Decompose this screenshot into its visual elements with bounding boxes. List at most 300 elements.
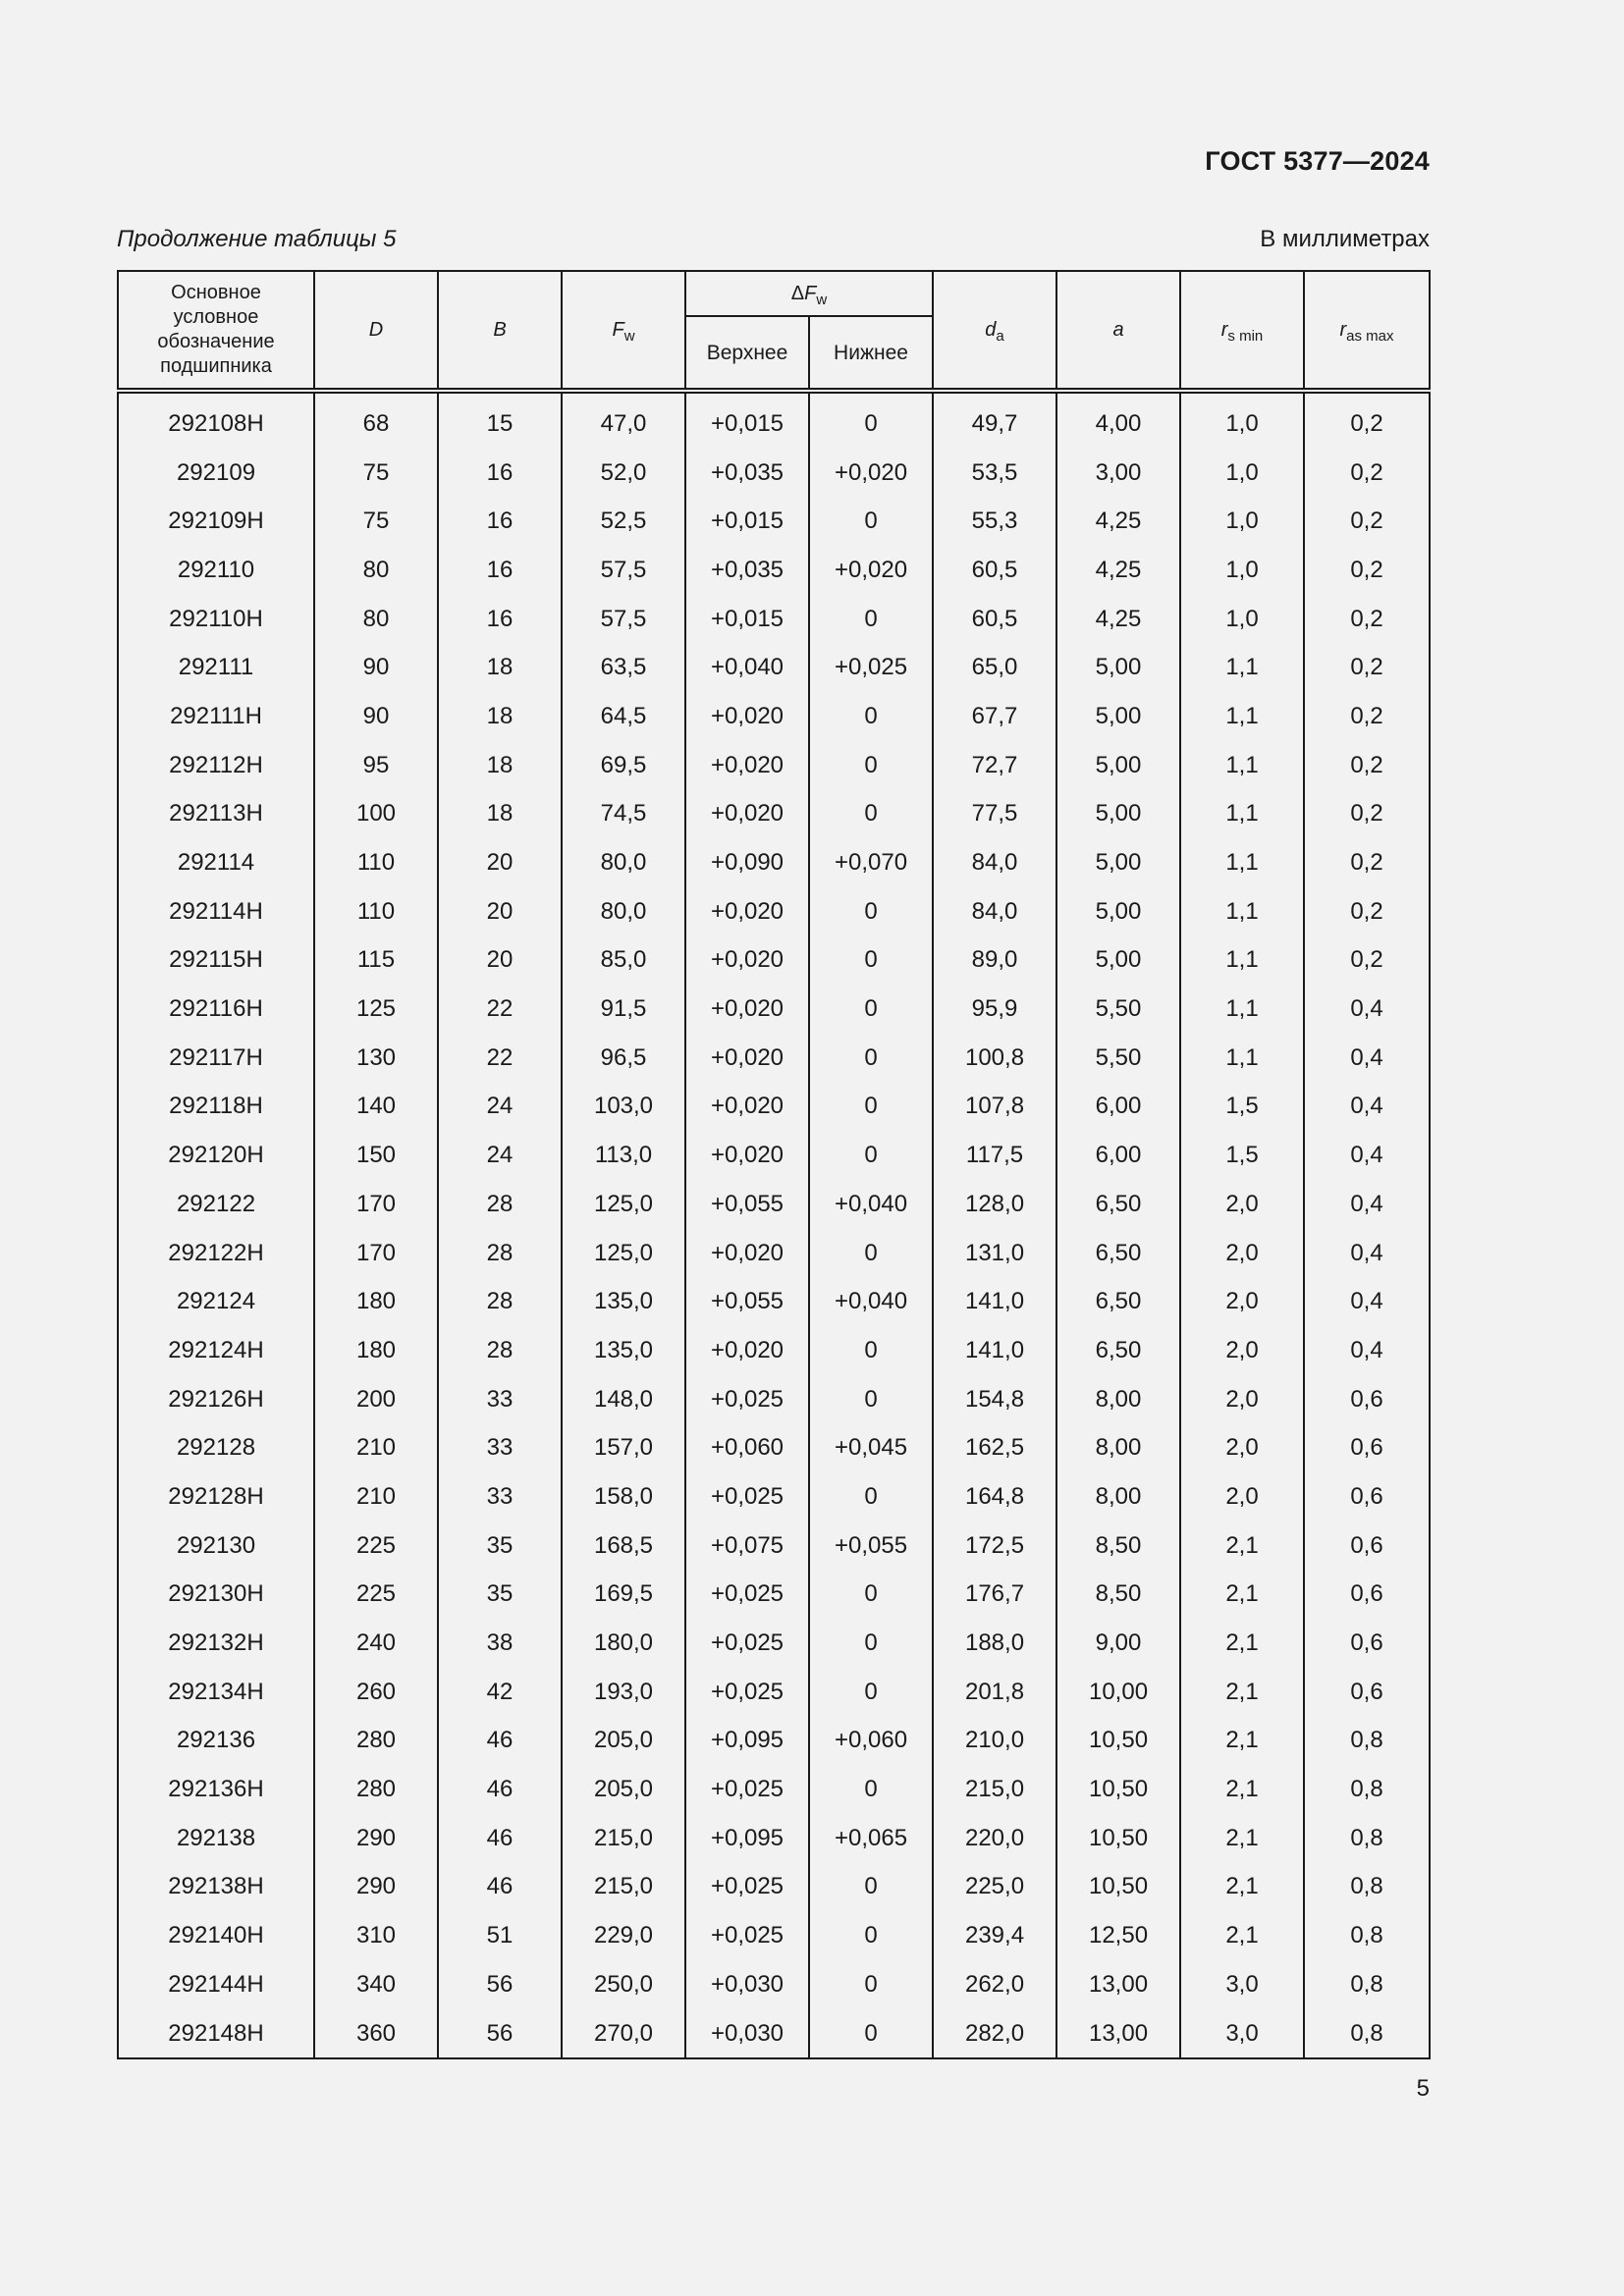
cell-upper: +0,015 — [685, 497, 809, 546]
cell-lower: 0 — [809, 1083, 933, 1132]
cell-B: 46 — [438, 1717, 562, 1766]
cell-designation: 292118Н — [118, 1083, 314, 1132]
units-caption: В миллиметрах — [1260, 226, 1430, 252]
cell-rs-min: 1,1 — [1180, 741, 1304, 790]
cell-B: 28 — [438, 1277, 562, 1326]
cell-ras-max: 0,2 — [1304, 741, 1430, 790]
cell-D: 280 — [314, 1765, 438, 1814]
cell-a: 5,00 — [1056, 838, 1180, 887]
cell-rs-min: 1,1 — [1180, 790, 1304, 839]
cell-designation: 292130Н — [118, 1571, 314, 1620]
cell-Fw: 52,0 — [562, 449, 685, 498]
header-designation: Основное условное обозначение подшипника — [118, 271, 314, 391]
cell-a: 8,50 — [1056, 1571, 1180, 1620]
cell-ras-max: 0,4 — [1304, 1277, 1430, 1326]
cell-Fw: 205,0 — [562, 1717, 685, 1766]
cell-da: 176,7 — [933, 1571, 1056, 1620]
cell-a: 4,25 — [1056, 595, 1180, 644]
cell-designation: 292117Н — [118, 1034, 314, 1083]
cell-ras-max: 0,4 — [1304, 985, 1430, 1034]
cell-Fw: 169,5 — [562, 1571, 685, 1620]
cell-Fw: 148,0 — [562, 1375, 685, 1424]
cell-rs-min: 1,1 — [1180, 936, 1304, 986]
cell-designation: 292111 — [118, 643, 314, 692]
cell-B: 33 — [438, 1375, 562, 1424]
cell-da: 225,0 — [933, 1863, 1056, 1912]
cell-a: 10,00 — [1056, 1668, 1180, 1717]
table-row — [118, 1522, 1430, 1571]
cell-da: 95,9 — [933, 985, 1056, 1034]
cell-lower: 0 — [809, 1229, 933, 1278]
cell-B: 15 — [438, 391, 562, 449]
cell-lower: 0 — [809, 497, 933, 546]
cell-D: 210 — [314, 1423, 438, 1472]
cell-da: 188,0 — [933, 1619, 1056, 1668]
table-continuation-caption: Продолжение таблицы 5 — [117, 226, 397, 252]
cell-B: 28 — [438, 1326, 562, 1375]
table-row — [118, 887, 1430, 936]
table-row — [118, 546, 1430, 595]
cell-designation: 292128 — [118, 1423, 314, 1472]
cell-ras-max: 0,2 — [1304, 692, 1430, 741]
cell-Fw: 91,5 — [562, 985, 685, 1034]
cell-a: 9,00 — [1056, 1619, 1180, 1668]
cell-da: 84,0 — [933, 838, 1056, 887]
cell-ras-max: 0,4 — [1304, 1034, 1430, 1083]
cell-ras-max: 0,6 — [1304, 1375, 1430, 1424]
cell-lower: +0,020 — [809, 546, 933, 595]
cell-ras-max: 0,8 — [1304, 1960, 1430, 2009]
cell-ras-max: 0,4 — [1304, 1326, 1430, 1375]
table-row — [118, 1668, 1430, 1717]
cell-rs-min: 2,1 — [1180, 1814, 1304, 1863]
table-row — [118, 1375, 1430, 1424]
cell-rs-min: 1,0 — [1180, 595, 1304, 644]
cell-D: 110 — [314, 838, 438, 887]
cell-Fw: 74,5 — [562, 790, 685, 839]
cell-lower: +0,065 — [809, 1814, 933, 1863]
cell-lower: 0 — [809, 1571, 933, 1620]
cell-ras-max: 0,2 — [1304, 497, 1430, 546]
cell-Fw: 125,0 — [562, 1229, 685, 1278]
cell-rs-min: 2,1 — [1180, 1911, 1304, 1960]
cell-upper: +0,095 — [685, 1814, 809, 1863]
cell-a: 4,00 — [1056, 391, 1180, 449]
cell-lower: +0,060 — [809, 1717, 933, 1766]
table-row — [118, 1571, 1430, 1620]
table-row — [118, 643, 1430, 692]
cell-upper: +0,025 — [685, 1911, 809, 1960]
header-D: D — [314, 271, 438, 391]
cell-a: 5,00 — [1056, 887, 1180, 936]
cell-ras-max: 0,2 — [1304, 546, 1430, 595]
cell-da: 53,5 — [933, 449, 1056, 498]
cell-rs-min: 1,0 — [1180, 449, 1304, 498]
table-row — [118, 1863, 1430, 1912]
cell-Fw: 57,5 — [562, 595, 685, 644]
cell-rs-min: 2,0 — [1180, 1180, 1304, 1229]
cell-ras-max: 0,8 — [1304, 1717, 1430, 1766]
cell-upper: +0,055 — [685, 1277, 809, 1326]
cell-a: 6,50 — [1056, 1180, 1180, 1229]
table-row — [118, 1229, 1430, 1278]
cell-ras-max: 0,8 — [1304, 2009, 1430, 2059]
cell-a: 10,50 — [1056, 1717, 1180, 1766]
cell-rs-min: 1,1 — [1180, 692, 1304, 741]
document-code: ГОСТ 5377—2024 — [1205, 146, 1430, 176]
cell-designation: 292120Н — [118, 1131, 314, 1180]
cell-D: 115 — [314, 936, 438, 986]
cell-D: 180 — [314, 1277, 438, 1326]
cell-ras-max: 0,2 — [1304, 643, 1430, 692]
cell-da: 55,3 — [933, 497, 1056, 546]
cell-D: 290 — [314, 1814, 438, 1863]
cell-Fw: 57,5 — [562, 546, 685, 595]
cell-a: 8,50 — [1056, 1522, 1180, 1571]
cell-upper: +0,025 — [685, 1668, 809, 1717]
cell-upper: +0,075 — [685, 1522, 809, 1571]
cell-B: 16 — [438, 546, 562, 595]
cell-upper: +0,035 — [685, 449, 809, 498]
cell-rs-min: 1,5 — [1180, 1083, 1304, 1132]
cell-da: 141,0 — [933, 1326, 1056, 1375]
cell-B: 42 — [438, 1668, 562, 1717]
cell-lower: 0 — [809, 692, 933, 741]
cell-Fw: 52,5 — [562, 497, 685, 546]
table-row — [118, 741, 1430, 790]
cell-upper: +0,020 — [685, 692, 809, 741]
cell-B: 35 — [438, 1571, 562, 1620]
cell-designation: 292113Н — [118, 790, 314, 839]
cell-rs-min: 2,1 — [1180, 1571, 1304, 1620]
cell-designation: 292114Н — [118, 887, 314, 936]
cell-D: 75 — [314, 449, 438, 498]
cell-B: 33 — [438, 1423, 562, 1472]
cell-lower: 0 — [809, 741, 933, 790]
cell-designation: 292148Н — [118, 2009, 314, 2059]
cell-B: 20 — [438, 887, 562, 936]
cell-da: 162,5 — [933, 1423, 1056, 1472]
cell-designation: 292108Н — [118, 391, 314, 449]
cell-a: 6,50 — [1056, 1277, 1180, 1326]
cell-ras-max: 0,8 — [1304, 1863, 1430, 1912]
cell-a: 5,00 — [1056, 936, 1180, 986]
table-row — [118, 2009, 1430, 2059]
cell-B: 51 — [438, 1911, 562, 1960]
cell-da: 220,0 — [933, 1814, 1056, 1863]
cell-lower: +0,055 — [809, 1522, 933, 1571]
cell-upper: +0,025 — [685, 1619, 809, 1668]
cell-D: 80 — [314, 546, 438, 595]
cell-da: 49,7 — [933, 391, 1056, 449]
cell-rs-min: 1,1 — [1180, 838, 1304, 887]
cell-rs-min: 2,0 — [1180, 1472, 1304, 1522]
cell-B: 16 — [438, 595, 562, 644]
table-row — [118, 985, 1430, 1034]
cell-upper: +0,090 — [685, 838, 809, 887]
cell-B: 18 — [438, 692, 562, 741]
header-upper: Верхнее — [685, 316, 809, 391]
cell-designation: 292128Н — [118, 1472, 314, 1522]
cell-upper: +0,060 — [685, 1423, 809, 1472]
cell-Fw: 103,0 — [562, 1083, 685, 1132]
cell-da: 65,0 — [933, 643, 1056, 692]
cell-da: 67,7 — [933, 692, 1056, 741]
cell-upper: +0,030 — [685, 1960, 809, 2009]
cell-B: 20 — [438, 936, 562, 986]
cell-lower: 0 — [809, 1472, 933, 1522]
cell-B: 28 — [438, 1229, 562, 1278]
cell-a: 6,00 — [1056, 1083, 1180, 1132]
cell-designation: 292138Н — [118, 1863, 314, 1912]
cell-lower: 0 — [809, 887, 933, 936]
cell-Fw: 63,5 — [562, 643, 685, 692]
cell-Fw: 80,0 — [562, 887, 685, 936]
cell-upper: +0,020 — [685, 1229, 809, 1278]
cell-ras-max: 0,6 — [1304, 1522, 1430, 1571]
cell-lower: 0 — [809, 1960, 933, 2009]
cell-da: 60,5 — [933, 595, 1056, 644]
cell-Fw: 64,5 — [562, 692, 685, 741]
cell-da: 239,4 — [933, 1911, 1056, 1960]
cell-a: 5,00 — [1056, 643, 1180, 692]
cell-ras-max: 0,6 — [1304, 1423, 1430, 1472]
table-row — [118, 936, 1430, 986]
table-row — [118, 1911, 1430, 1960]
cell-a: 5,50 — [1056, 1034, 1180, 1083]
cell-D: 170 — [314, 1229, 438, 1278]
cell-ras-max: 0,6 — [1304, 1619, 1430, 1668]
cell-ras-max: 0,2 — [1304, 887, 1430, 936]
cell-da: 141,0 — [933, 1277, 1056, 1326]
cell-da: 84,0 — [933, 887, 1056, 936]
cell-rs-min: 2,0 — [1180, 1326, 1304, 1375]
table-row — [118, 497, 1430, 546]
cell-rs-min: 1,1 — [1180, 1034, 1304, 1083]
cell-Fw: 205,0 — [562, 1765, 685, 1814]
cell-designation: 292144Н — [118, 1960, 314, 2009]
cell-Fw: 180,0 — [562, 1619, 685, 1668]
cell-lower: +0,040 — [809, 1277, 933, 1326]
cell-lower: 0 — [809, 1131, 933, 1180]
cell-B: 28 — [438, 1180, 562, 1229]
table-row — [118, 1765, 1430, 1814]
cell-designation: 292126Н — [118, 1375, 314, 1424]
page-number: 5 — [1416, 2075, 1430, 2102]
header-B: B — [438, 271, 562, 391]
cell-da: 77,5 — [933, 790, 1056, 839]
cell-da: 210,0 — [933, 1717, 1056, 1766]
cell-lower: 0 — [809, 1375, 933, 1424]
cell-a: 6,50 — [1056, 1326, 1180, 1375]
cell-lower: +0,045 — [809, 1423, 933, 1472]
cell-Fw: 135,0 — [562, 1326, 685, 1375]
cell-designation: 292132Н — [118, 1619, 314, 1668]
cell-rs-min: 1,1 — [1180, 887, 1304, 936]
cell-da: 172,5 — [933, 1522, 1056, 1571]
cell-rs-min: 1,0 — [1180, 546, 1304, 595]
cell-upper: +0,095 — [685, 1717, 809, 1766]
cell-upper: +0,020 — [685, 985, 809, 1034]
table-row — [118, 838, 1430, 887]
cell-lower: 0 — [809, 595, 933, 644]
cell-B: 56 — [438, 2009, 562, 2059]
cell-D: 180 — [314, 1326, 438, 1375]
cell-Fw: 135,0 — [562, 1277, 685, 1326]
cell-D: 260 — [314, 1668, 438, 1717]
cell-lower: 0 — [809, 1863, 933, 1912]
cell-a: 8,00 — [1056, 1472, 1180, 1522]
cell-lower: +0,025 — [809, 643, 933, 692]
cell-ras-max: 0,8 — [1304, 1911, 1430, 1960]
cell-a: 8,00 — [1056, 1423, 1180, 1472]
cell-upper: +0,020 — [685, 1083, 809, 1132]
cell-a: 5,00 — [1056, 692, 1180, 741]
cell-Fw: 69,5 — [562, 741, 685, 790]
cell-upper: +0,020 — [685, 790, 809, 839]
cell-ras-max: 0,2 — [1304, 449, 1430, 498]
cell-rs-min: 2,1 — [1180, 1765, 1304, 1814]
cell-da: 72,7 — [933, 741, 1056, 790]
cell-rs-min: 2,0 — [1180, 1423, 1304, 1472]
cell-Fw: 168,5 — [562, 1522, 685, 1571]
cell-lower: 0 — [809, 790, 933, 839]
cell-ras-max: 0,4 — [1304, 1229, 1430, 1278]
table-row — [118, 391, 1430, 449]
cell-Fw: 80,0 — [562, 838, 685, 887]
cell-B: 16 — [438, 449, 562, 498]
cell-rs-min: 3,0 — [1180, 1960, 1304, 2009]
cell-rs-min: 1,0 — [1180, 497, 1304, 546]
cell-designation: 292109 — [118, 449, 314, 498]
cell-ras-max: 0,6 — [1304, 1472, 1430, 1522]
cell-B: 33 — [438, 1472, 562, 1522]
cell-D: 240 — [314, 1619, 438, 1668]
cell-a: 13,00 — [1056, 2009, 1180, 2059]
table-row — [118, 1131, 1430, 1180]
cell-da: 201,8 — [933, 1668, 1056, 1717]
cell-a: 10,50 — [1056, 1814, 1180, 1863]
cell-designation: 292134Н — [118, 1668, 314, 1717]
table-row — [118, 1083, 1430, 1132]
cell-D: 80 — [314, 595, 438, 644]
cell-rs-min: 1,5 — [1180, 1131, 1304, 1180]
cell-upper: +0,025 — [685, 1571, 809, 1620]
cell-lower: 0 — [809, 985, 933, 1034]
cell-a: 10,50 — [1056, 1863, 1180, 1912]
cell-ras-max: 0,8 — [1304, 1765, 1430, 1814]
cell-D: 140 — [314, 1083, 438, 1132]
cell-ras-max: 0,2 — [1304, 838, 1430, 887]
cell-ras-max: 0,6 — [1304, 1668, 1430, 1717]
cell-Fw: 250,0 — [562, 1960, 685, 2009]
cell-da: 117,5 — [933, 1131, 1056, 1180]
cell-upper: +0,030 — [685, 2009, 809, 2059]
cell-da: 262,0 — [933, 1960, 1056, 2009]
table-row — [118, 1717, 1430, 1766]
cell-B: 38 — [438, 1619, 562, 1668]
cell-da: 89,0 — [933, 936, 1056, 986]
cell-a: 5,50 — [1056, 985, 1180, 1034]
cell-da: 282,0 — [933, 2009, 1056, 2059]
cell-D: 340 — [314, 1960, 438, 2009]
header-ras-max: $r_{as max}$ — [1304, 271, 1430, 391]
cell-rs-min: 3,0 — [1180, 2009, 1304, 2059]
cell-designation: 292140Н — [118, 1911, 314, 1960]
cell-lower: +0,020 — [809, 449, 933, 498]
cell-upper: +0,040 — [685, 643, 809, 692]
cell-Fw: 157,0 — [562, 1423, 685, 1472]
cell-a: 13,00 — [1056, 1960, 1180, 2009]
cell-designation: 292111Н — [118, 692, 314, 741]
cell-upper: +0,015 — [685, 595, 809, 644]
cell-Fw: 125,0 — [562, 1180, 685, 1229]
cell-lower: 0 — [809, 936, 933, 986]
cell-ras-max: 0,2 — [1304, 936, 1430, 986]
cell-ras-max: 0,4 — [1304, 1083, 1430, 1132]
cell-designation: 292122Н — [118, 1229, 314, 1278]
cell-lower: +0,070 — [809, 838, 933, 887]
cell-B: 46 — [438, 1765, 562, 1814]
cell-lower: +0,040 — [809, 1180, 933, 1229]
table-row — [118, 1180, 1430, 1229]
cell-ras-max: 0,2 — [1304, 595, 1430, 644]
cell-D: 130 — [314, 1034, 438, 1083]
cell-D: 290 — [314, 1863, 438, 1912]
cell-a: 4,25 — [1056, 546, 1180, 595]
cell-da: 131,0 — [933, 1229, 1056, 1278]
table-row — [118, 1034, 1430, 1083]
table-row — [118, 1472, 1430, 1522]
cell-ras-max: 0,2 — [1304, 790, 1430, 839]
cell-B: 56 — [438, 1960, 562, 2009]
cell-upper: +0,020 — [685, 936, 809, 986]
cell-lower: 0 — [809, 1619, 933, 1668]
cell-Fw: 229,0 — [562, 1911, 685, 1960]
cell-ras-max: 0,8 — [1304, 1814, 1430, 1863]
table-row — [118, 1423, 1430, 1472]
cell-a: 12,50 — [1056, 1911, 1180, 1960]
cell-designation: 292130 — [118, 1522, 314, 1571]
cell-D: 100 — [314, 790, 438, 839]
cell-upper: +0,035 — [685, 546, 809, 595]
header-Fw: $F_w$ — [562, 271, 685, 391]
cell-da: 128,0 — [933, 1180, 1056, 1229]
cell-designation: 292110 — [118, 546, 314, 595]
cell-upper: +0,025 — [685, 1765, 809, 1814]
table-row — [118, 1814, 1430, 1863]
cell-ras-max: 0,6 — [1304, 1571, 1430, 1620]
cell-upper: +0,020 — [685, 1326, 809, 1375]
cell-designation: 292110Н — [118, 595, 314, 644]
cell-B: 24 — [438, 1083, 562, 1132]
cell-da: 154,8 — [933, 1375, 1056, 1424]
cell-D: 310 — [314, 1911, 438, 1960]
table-body — [118, 391, 1430, 2058]
cell-upper: +0,025 — [685, 1375, 809, 1424]
cell-upper: +0,025 — [685, 1863, 809, 1912]
cell-lower: 0 — [809, 1911, 933, 1960]
cell-upper: +0,025 — [685, 1472, 809, 1522]
table-row — [118, 449, 1430, 498]
cell-rs-min: 1,1 — [1180, 643, 1304, 692]
cell-D: 75 — [314, 497, 438, 546]
cell-B: 46 — [438, 1863, 562, 1912]
cell-lower: 0 — [809, 1034, 933, 1083]
table-row — [118, 595, 1430, 644]
cell-D: 225 — [314, 1571, 438, 1620]
cell-lower: 0 — [809, 2009, 933, 2059]
